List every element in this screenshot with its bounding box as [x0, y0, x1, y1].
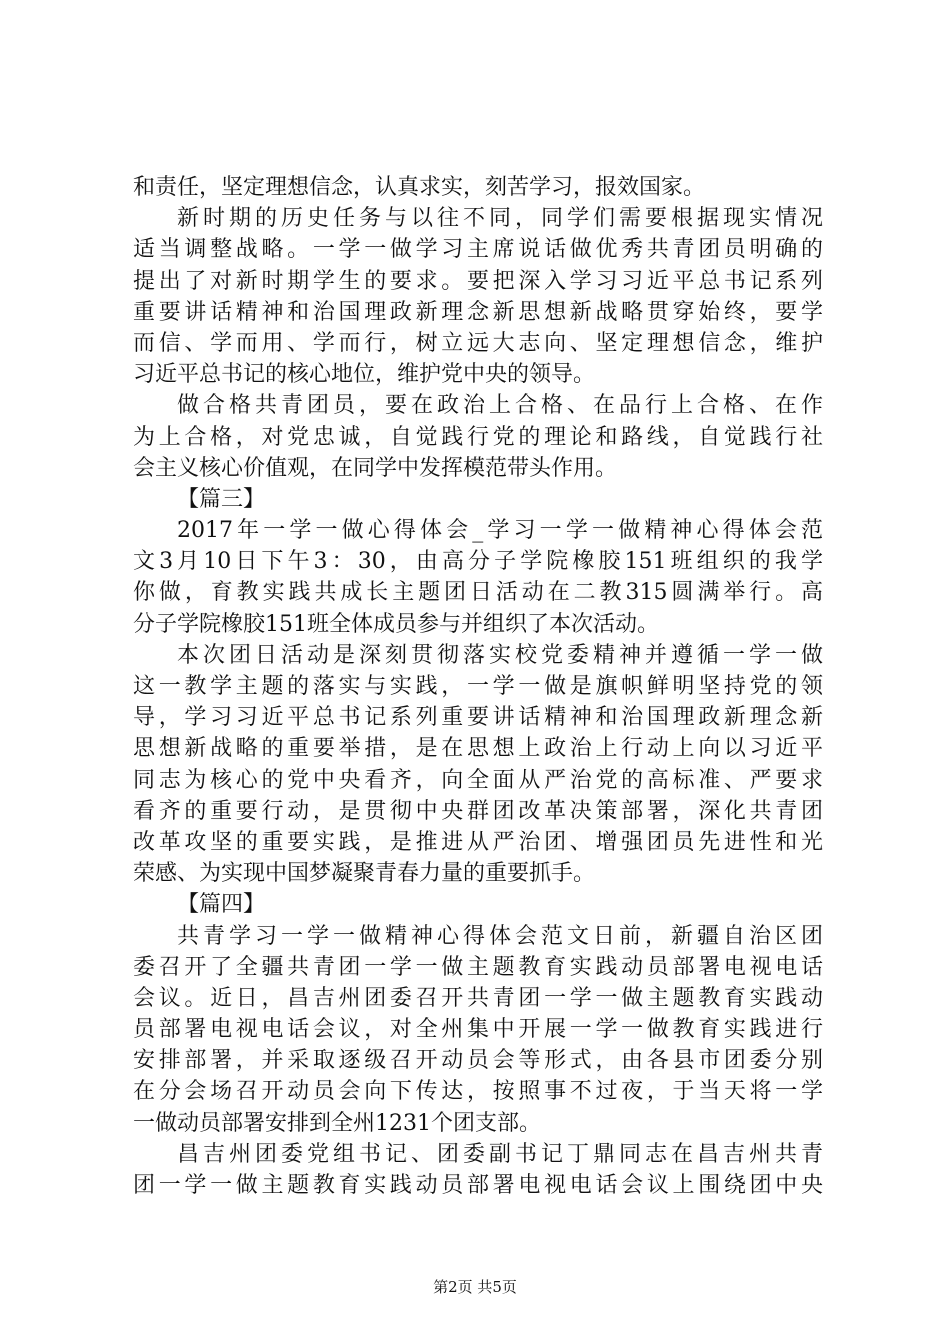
text-line: 新时期的历史任务与以往不同，同学们需要根据现实情况	[177, 206, 823, 232]
text-line: 你做，育教实践共成长主题团日活动在二教315圆满举行。高	[133, 580, 823, 606]
text-line: 荣感、为实现中国梦凝聚青春力量的重要抓手。	[133, 861, 596, 887]
text-line: 员部署电视电话会议，对全州集中开展一学一做教育实践进行	[133, 1017, 823, 1043]
text-line: 同志为核心的党中央看齐，向全面从严治党的高标准、严要求	[133, 767, 823, 793]
text-line: 在分会场召开动员会向下传达，按照事不过夜，于当天将一学	[133, 1079, 823, 1105]
section-heading: 【篇三】	[177, 486, 266, 512]
document-body	[133, 172, 823, 1201]
text-line: 重要讲话精神和治国理政新理念新思想新战略贯穿始终，要学	[133, 299, 823, 325]
text-line: 适当调整战略。一学一做学习主席说话做优秀共青团员明确的	[133, 237, 823, 263]
text-line: 一做动员部署安排到全州1231个团支部。	[133, 1110, 541, 1136]
text-line: 而信、学而用、学而行，树立远大志向、坚定理想信念，维护	[133, 330, 823, 356]
text-line: 团一学一做主题教育实践动员部署电视电话会议上围绕团中央	[133, 1173, 823, 1198]
text-line: 和责任，坚定理想信念，认真求实，刻苦学习，报效国家。	[133, 175, 706, 200]
text-line: 提出了对新时期学生的要求。要把深入学习习近平总书记系列	[133, 268, 823, 294]
text-line: 做合格共青团员，要在政治上合格、在品行上合格、在作	[177, 393, 823, 419]
text-line: 为上合格，对党忠诚，自觉践行党的理论和路线，自觉践行社	[133, 424, 823, 450]
text-line: 这一教学主题的落实与实践，一学一做是旗帜鲜明坚持党的领	[133, 674, 823, 699]
page-footer: 第2页 共5页	[433, 1278, 517, 1296]
text-line: 本次团日活动是深刻贯彻落实校党委精神并遵循一学一做	[177, 642, 823, 668]
text-line: 分子学院橡胶151班全体成员参与并组织了本次活动。	[133, 611, 659, 637]
text-line: 安排部署，并采取逐级召开动员会等形式，由各县市团委分别	[133, 1048, 823, 1074]
text-line: 文3月10日下午3：30，由高分子学院橡胶151班组织的我学	[133, 549, 823, 575]
text-line: 昌吉州团委党组书记、团委副书记丁鼎同志在昌吉州共青	[177, 1141, 823, 1167]
section-heading: 【篇四】	[177, 892, 266, 918]
text-line: 委召开了全疆共青团一学一做主题教育实践动员部署电视电话	[133, 954, 823, 980]
text-line: 2017年一学一做心得体会_学习一学一做精神心得体会范	[177, 518, 823, 544]
text-line: 会主义核心价值观，在同学中发挥模范带头作用。	[133, 455, 618, 481]
text-line: 导，学习习近平总书记系列重要讲话精神和治国理政新理念新	[133, 705, 823, 731]
text-line: 共青学习一学一做精神心得体会范文日前，新疆自治区团	[177, 923, 823, 949]
text-line: 改革攻坚的重要实践，是推进从严治团、增强团员先进性和光	[133, 829, 823, 855]
text-line: 会议。近日，昌吉州团委召开共青团一学一做主题教育实践动	[133, 985, 823, 1011]
text-line: 思想新战略的重要举措，是在思想上政治上行动上向以习近平	[133, 736, 823, 762]
text-line: 习近平总书记的核心地位，维护党中央的领导。	[133, 362, 596, 388]
text-line: 看齐的重要行动，是贯彻中央群团改革决策部署，深化共青团	[133, 798, 823, 824]
